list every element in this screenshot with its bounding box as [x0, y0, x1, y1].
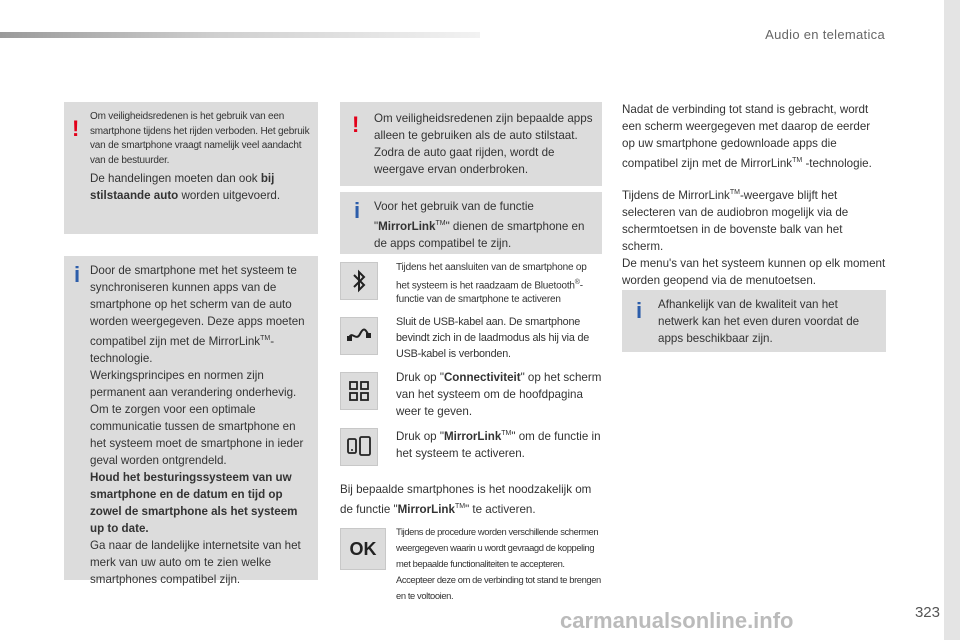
- warning-exclamation-icon: !: [352, 112, 360, 137]
- page-edge-bar: [944, 0, 960, 640]
- mirrorlink-icon: [340, 428, 378, 466]
- section-title: Audio en telematica: [765, 27, 885, 42]
- step-mirrorlink-text: Druk op "MirrorLink™" om de functie in het systeem te activeren.: [396, 429, 601, 460]
- info-box-left: [64, 256, 318, 586]
- header-gradient-bar: [0, 32, 480, 38]
- warning-box-middle: [340, 102, 602, 186]
- info-box-right: [622, 290, 886, 352]
- info-text: Voor het gebruik van de functie "MirrorLink™" dienen de smartphone en de apps compatibel te zijn.: [374, 200, 585, 250]
- step-bluetooth-text: Tijdens het aansluiten van de smartphone op het systeem is het raadzaam de Bluetooth®-functie van de smartphone te activeren: [396, 262, 587, 306]
- page-number: 323: [914, 604, 940, 621]
- info-text: Afhankelijk van de kwaliteit van het netwerk kan het even duren voordat de apps beschikbaar zijn.: [658, 298, 860, 345]
- ok-button[interactable]: OK: [340, 528, 386, 570]
- right-paragraph-1: Nadat de verbinding tot stand is gebracht, wordt een scherm weergegeven met daarop de eerder op uw smartphone gedownloade apps die compatibel zijn met de MirrorLink™ -technologie.: [622, 103, 872, 170]
- info-i-icon: i: [354, 198, 361, 223]
- connectivity-grid-icon: [340, 372, 378, 410]
- mirrorlink-note: Bij bepaalde smartphones is het noodzakelijk om de functie "MirrorLink™" te activeren.: [340, 483, 592, 516]
- info-paragraph-3: Houd het besturingssysteem van uw smartphone en de datum en tijd op zowel de smartphone als het systeem up to date.: [90, 470, 298, 535]
- watermark: carmanualsonline.info: [560, 608, 794, 633]
- info-paragraph-1: Door de smartphone met het systeem te synchroniseren kunnen apps van de smartphone op het scherm van de auto worden weergegeven. Deze apps moeten compatibel zijn met de MirrorLink™-technologie.: [90, 264, 305, 365]
- info-box-middle: [340, 192, 602, 254]
- warning-text-main: De handelingen moeten dan ook bij stilstaande auto worden uitgevoerd.: [90, 172, 281, 202]
- warning-box-left: [64, 102, 318, 234]
- right-column-text: [622, 101, 886, 289]
- info-paragraph-4: Ga naar de landelijke internetsite van het merk van uw auto om te zien welke smartphones compatibel zijn.: [90, 538, 301, 586]
- info-i-icon: i: [636, 298, 643, 323]
- ok-step-text: Tijdens de procedure worden verschillende schermen weergegeven waarin u wordt gevraagd de koppeling met bepaalde functionaliteiten te accepteren. Accepteer deze om de verbinding tot stand te brengen en te voltooien.: [396, 526, 601, 601]
- warning-exclamation-icon: !: [72, 116, 80, 141]
- warning-text: Om veiligheidsredenen zijn bepaalde apps alleen te gebruiken als de auto stilstaat. Zodra de auto gaat rijden, wordt de weergave ervan onderbroken.: [374, 112, 593, 176]
- step-connectivity-text: Druk op "Connectiviteit" op het scherm van het systeem om de hoofdpagina weer te geven.: [396, 371, 602, 418]
- bluetooth-icon: [340, 262, 378, 300]
- usb-cable-icon: [340, 317, 378, 355]
- warning-text-small: Om veiligheidsredenen is het gebruik van een smartphone tijdens het rijden verboden. Het gebruik van de smartphone vraagt namelijk veel aandacht van de bestuurder.: [90, 111, 310, 166]
- info-paragraph-2: Werkingsprincipes en normen zijn permanent aan verandering onderhevig. Om te zorgen voor een optimale communicatie tussen de smartphone en het systeem moet de smartphone in ieder geval worden ontgrendeld.: [90, 368, 304, 467]
- right-paragraph-3: De menu's van het systeem kunnen op elk moment worden geopend via de menutoetsen.: [622, 256, 886, 287]
- right-paragraph-2: Tijdens de MirrorLink™-weergave blijft het selecteren van de audiobron mogelijk via de schermtoetsen in de bovenste balk van het scherm.: [622, 188, 849, 253]
- step-usb-text: Sluit de USB-kabel aan. De smartphone bevindt zich in de laadmodus als hij via de USB-kabel is verbonden.: [396, 316, 590, 360]
- info-i-icon: i: [74, 262, 81, 287]
